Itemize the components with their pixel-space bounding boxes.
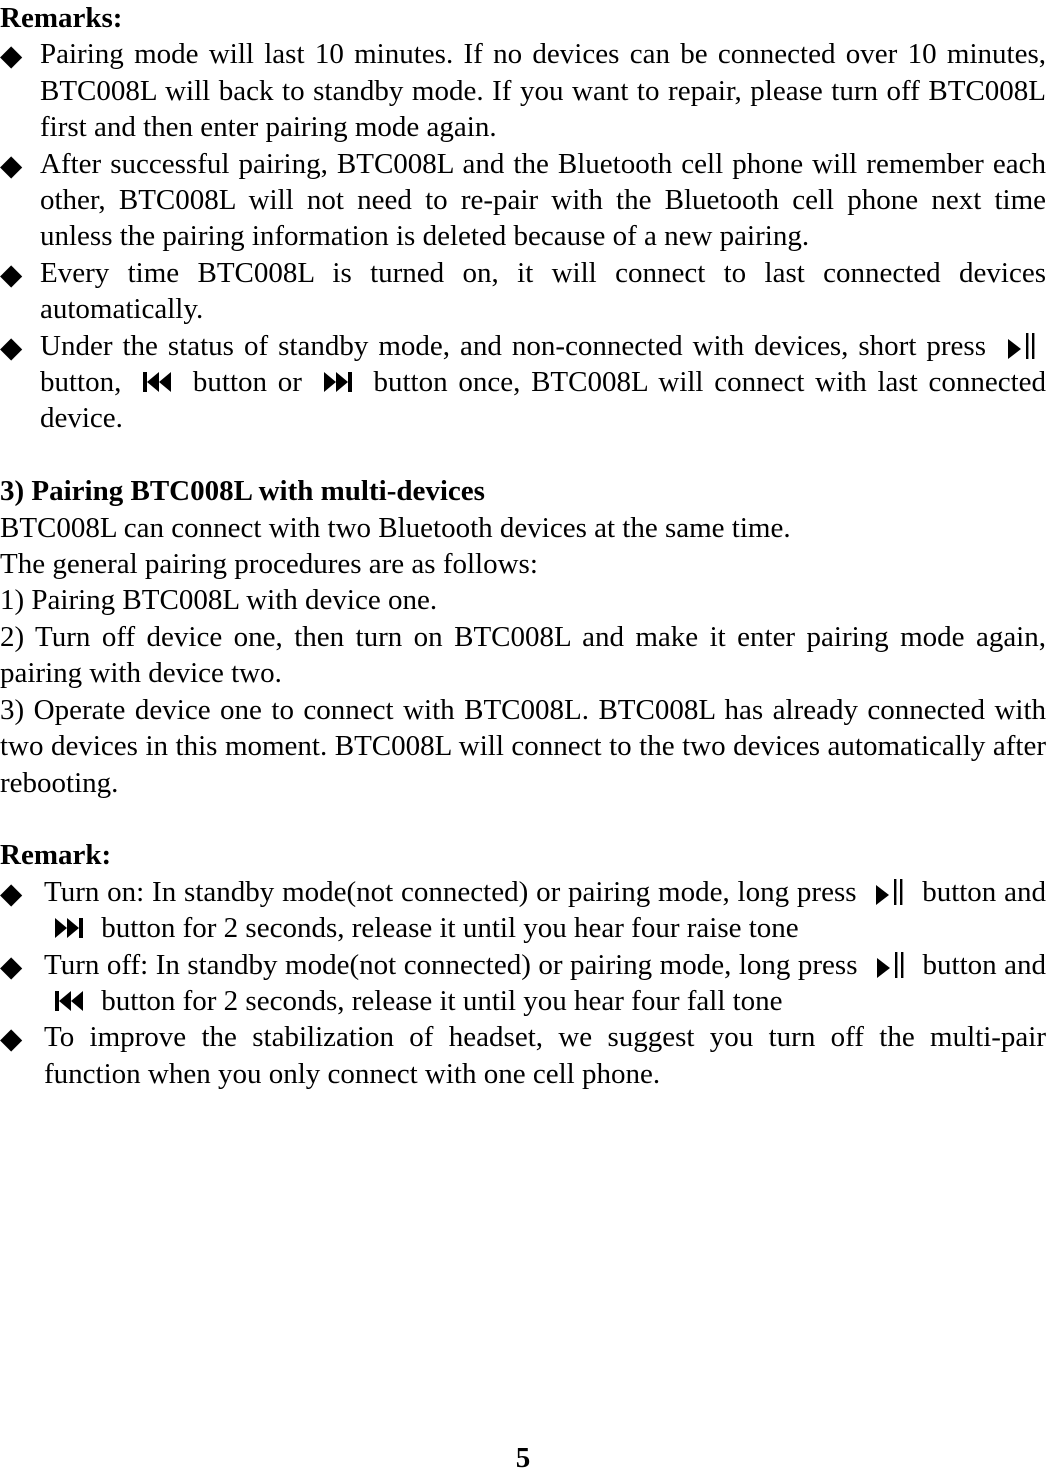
section-heading-multi-devices: 3) Pairing BTC008L with multi-devices (0, 475, 485, 508)
next-track-icon (52, 913, 86, 943)
diamond-bullet-icon: ◆ (0, 149, 23, 182)
remark-text: Turn off: In standby mode(not connected) or pairing mode, long press (44, 948, 858, 981)
remark-heading: Remark: (0, 839, 112, 872)
paragraph: 3) Operate device one to connect with BTC008L. BTC008L has already connected with two devices in this moment. BTC008L will connect to the two devices automatically after rebooting. (0, 693, 1046, 799)
previous-track-icon (140, 367, 174, 397)
diamond-bullet-icon: ◆ (0, 40, 23, 73)
play-pause-icon (873, 950, 907, 980)
remark-list (0, 874, 1046, 1092)
remark-text: button once, BTC008L will connect with last connected device. (40, 366, 1046, 435)
remarks-heading: Remarks: (0, 2, 123, 34)
paragraph: BTC008L can connect with two Bluetooth devices at the same time. (0, 511, 791, 544)
remark-text: button, (40, 366, 122, 399)
remark-text: button and (922, 948, 1046, 981)
remark-text: button for 2 seconds, release it until you hear four raise tone (101, 912, 799, 945)
list-item (0, 146, 1046, 255)
remark-text: button or (192, 366, 302, 399)
diamond-bullet-icon: ◆ (0, 258, 23, 291)
next-track-icon (321, 367, 355, 397)
spacer (0, 437, 1046, 473)
previous-track-icon (52, 986, 86, 1016)
remark-text: To improve the stabilization of headset, we suggest you turn off the multi-pair function when you only connect with one cell phone. (44, 1021, 1046, 1090)
play-pause-icon (872, 877, 906, 907)
remark-text: After successful pairing, BTC008L and the Bluetooth cell phone will remember each other, BTC008L will not need to re-pair with the Bluetooth cell phone next time unless the pairing information is deleted because of a new pairing. (40, 147, 1046, 253)
spacer (0, 801, 1046, 837)
page-number: 5 (515, 1442, 531, 1474)
diamond-bullet-icon: ◆ (0, 950, 23, 983)
diamond-bullet-icon: ◆ (0, 1023, 23, 1056)
paragraph: The general pairing procedures are as follows: (0, 548, 538, 581)
list-item (0, 255, 1046, 328)
remark-text: Pairing mode will last 10 minutes. If no devices can be connected over 10 minutes, BTC008L will back to standby mode. If you want to repair, please turn off BTC008L first and then enter pairing mode again. (40, 38, 1046, 144)
diamond-bullet-icon: ◆ (0, 331, 23, 364)
remark-text: Turn on: In standby mode(not connected) or pairing mode, long press (44, 875, 857, 908)
list-item (0, 947, 1046, 1020)
list-item (0, 1019, 1046, 1092)
paragraph: 2) Turn off device one, then turn on BTC008L and make it enter pairing mode again, pairing with device two. (0, 620, 1046, 690)
remark-text: button and (922, 875, 1046, 908)
play-pause-icon (1004, 331, 1038, 361)
remark-text: button for 2 seconds, release it until you hear four fall tone (101, 984, 783, 1017)
remark-text: Under the status of standby mode, and non-connected with devices, short press (40, 329, 986, 362)
list-item (0, 874, 1046, 947)
list-item (0, 328, 1046, 437)
remark-text: Every time BTC008L is turned on, it will connect to last connected devices automatically. (40, 256, 1046, 326)
diamond-bullet-icon: ◆ (0, 877, 23, 910)
remarks-list (0, 36, 1046, 436)
list-item (0, 36, 1046, 145)
paragraph: 1) Pairing BTC008L with device one. (0, 584, 438, 617)
